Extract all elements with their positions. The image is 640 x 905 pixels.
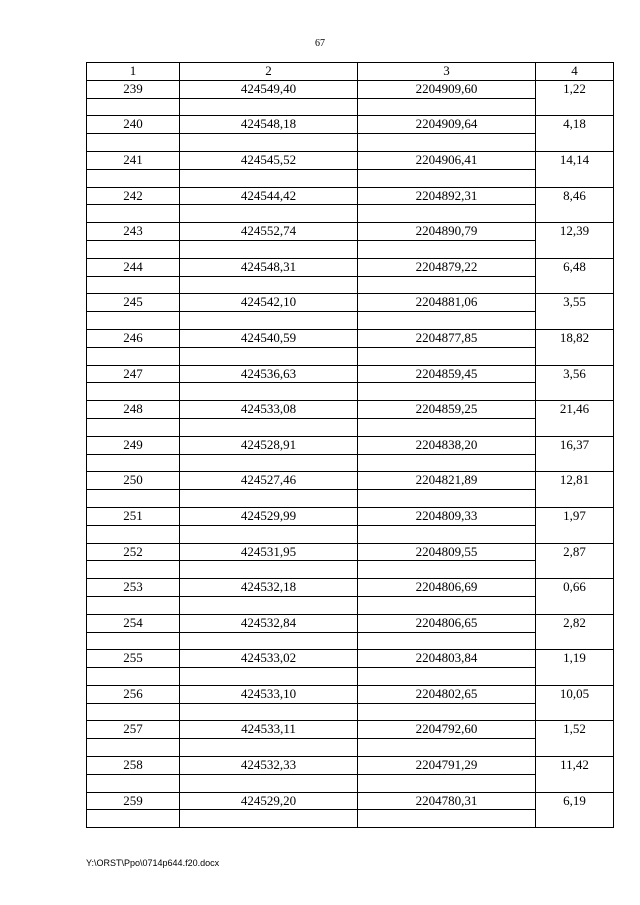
empty-cell bbox=[87, 632, 180, 650]
point-number-cell: 253 bbox=[87, 579, 180, 597]
table-row-spacer bbox=[87, 774, 614, 792]
table-row-spacer bbox=[87, 703, 614, 721]
y-coordinate-cell: 2204809,55 bbox=[358, 543, 536, 561]
empty-cell bbox=[87, 668, 180, 686]
empty-cell bbox=[87, 490, 180, 508]
y-coordinate-cell: 2204792,60 bbox=[358, 721, 536, 739]
point-number-cell: 256 bbox=[87, 685, 180, 703]
empty-cell bbox=[180, 561, 358, 579]
empty-cell bbox=[180, 347, 358, 365]
column-header-point: 1 bbox=[87, 63, 180, 81]
distance-cell: 6,19 bbox=[536, 792, 614, 828]
table-row-spacer bbox=[87, 525, 614, 543]
empty-cell bbox=[358, 596, 536, 614]
empty-cell bbox=[87, 596, 180, 614]
empty-cell bbox=[180, 596, 358, 614]
distance-cell: 2,82 bbox=[536, 614, 614, 650]
table-row-spacer bbox=[87, 668, 614, 686]
empty-cell bbox=[87, 739, 180, 757]
distance-cell: 14,14 bbox=[536, 151, 614, 187]
distance-cell: 21,46 bbox=[536, 401, 614, 437]
table-row bbox=[87, 365, 614, 383]
empty-cell bbox=[180, 525, 358, 543]
table-row bbox=[87, 294, 614, 312]
page-number: 67 bbox=[315, 38, 325, 49]
empty-cell bbox=[180, 169, 358, 187]
point-number-cell: 244 bbox=[87, 258, 180, 276]
table-row-spacer bbox=[87, 739, 614, 757]
column-header-y: 3 bbox=[358, 63, 536, 81]
table-row bbox=[87, 436, 614, 454]
point-number-cell: 248 bbox=[87, 401, 180, 419]
y-coordinate-cell: 2204806,69 bbox=[358, 579, 536, 597]
table-row bbox=[87, 614, 614, 632]
empty-cell bbox=[87, 454, 180, 472]
table-row bbox=[87, 543, 614, 561]
empty-cell bbox=[87, 312, 180, 330]
table-row bbox=[87, 258, 614, 276]
point-number-cell: 259 bbox=[87, 792, 180, 810]
table-row-spacer bbox=[87, 632, 614, 650]
y-coordinate-cell: 2204906,41 bbox=[358, 151, 536, 169]
x-coordinate-cell: 424528,91 bbox=[180, 436, 358, 454]
x-coordinate-cell: 424540,59 bbox=[180, 329, 358, 347]
point-number-cell: 246 bbox=[87, 329, 180, 347]
point-number-cell: 254 bbox=[87, 614, 180, 632]
empty-cell bbox=[87, 810, 180, 828]
distance-cell: 12,81 bbox=[536, 472, 614, 508]
empty-cell bbox=[180, 454, 358, 472]
empty-cell bbox=[180, 810, 358, 828]
table-row-spacer bbox=[87, 490, 614, 508]
empty-cell bbox=[358, 668, 536, 686]
y-coordinate-cell: 2204791,29 bbox=[358, 757, 536, 775]
table-row bbox=[87, 187, 614, 205]
x-coordinate-cell: 424548,31 bbox=[180, 258, 358, 276]
table-row bbox=[87, 329, 614, 347]
table-row-spacer bbox=[87, 205, 614, 223]
empty-cell bbox=[87, 134, 180, 152]
empty-cell bbox=[87, 561, 180, 579]
point-number-cell: 252 bbox=[87, 543, 180, 561]
empty-cell bbox=[180, 668, 358, 686]
table-row-spacer bbox=[87, 312, 614, 330]
x-coordinate-cell: 424529,20 bbox=[180, 792, 358, 810]
x-coordinate-cell: 424533,08 bbox=[180, 401, 358, 419]
empty-cell bbox=[87, 98, 180, 116]
empty-cell bbox=[358, 774, 536, 792]
empty-cell bbox=[87, 169, 180, 187]
distance-cell: 16,37 bbox=[536, 436, 614, 472]
empty-cell bbox=[358, 312, 536, 330]
distance-cell: 1,97 bbox=[536, 507, 614, 543]
empty-cell bbox=[358, 739, 536, 757]
empty-cell bbox=[358, 240, 536, 258]
y-coordinate-cell: 2204803,84 bbox=[358, 650, 536, 668]
distance-cell: 1,22 bbox=[536, 80, 614, 116]
empty-cell bbox=[180, 205, 358, 223]
table-row-spacer bbox=[87, 134, 614, 152]
table-body bbox=[87, 80, 614, 827]
table-header-row bbox=[87, 63, 614, 81]
point-number-cell: 258 bbox=[87, 757, 180, 775]
empty-cell bbox=[180, 632, 358, 650]
y-coordinate-cell: 2204802,65 bbox=[358, 685, 536, 703]
empty-cell bbox=[180, 98, 358, 116]
y-coordinate-cell: 2204892,31 bbox=[358, 187, 536, 205]
empty-cell bbox=[180, 134, 358, 152]
empty-cell bbox=[87, 240, 180, 258]
empty-cell bbox=[87, 703, 180, 721]
empty-cell bbox=[358, 98, 536, 116]
y-coordinate-cell: 2204890,79 bbox=[358, 223, 536, 241]
x-coordinate-cell: 424533,10 bbox=[180, 685, 358, 703]
table-row-spacer bbox=[87, 810, 614, 828]
x-coordinate-cell: 424527,46 bbox=[180, 472, 358, 490]
empty-cell bbox=[180, 276, 358, 294]
empty-cell bbox=[180, 490, 358, 508]
point-number-cell: 241 bbox=[87, 151, 180, 169]
table-row bbox=[87, 401, 614, 419]
empty-cell bbox=[180, 774, 358, 792]
empty-cell bbox=[358, 418, 536, 436]
table-row bbox=[87, 579, 614, 597]
table-row-spacer bbox=[87, 98, 614, 116]
y-coordinate-cell: 2204859,25 bbox=[358, 401, 536, 419]
table-row bbox=[87, 151, 614, 169]
empty-cell bbox=[358, 134, 536, 152]
table-row-spacer bbox=[87, 276, 614, 294]
empty-cell bbox=[180, 383, 358, 401]
empty-cell bbox=[358, 276, 536, 294]
empty-cell bbox=[358, 169, 536, 187]
x-coordinate-cell: 424529,99 bbox=[180, 507, 358, 525]
x-coordinate-cell: 424532,84 bbox=[180, 614, 358, 632]
empty-cell bbox=[358, 205, 536, 223]
y-coordinate-cell: 2204821,89 bbox=[358, 472, 536, 490]
empty-cell bbox=[180, 240, 358, 258]
table-row bbox=[87, 721, 614, 739]
y-coordinate-cell: 2204859,45 bbox=[358, 365, 536, 383]
empty-cell bbox=[87, 205, 180, 223]
y-coordinate-cell: 2204806,65 bbox=[358, 614, 536, 632]
table-row bbox=[87, 685, 614, 703]
point-number-cell: 257 bbox=[87, 721, 180, 739]
distance-cell: 3,55 bbox=[536, 294, 614, 330]
x-coordinate-cell: 424533,11 bbox=[180, 721, 358, 739]
x-coordinate-cell: 424549,40 bbox=[180, 80, 358, 98]
y-coordinate-cell: 2204809,33 bbox=[358, 507, 536, 525]
x-coordinate-cell: 424536,63 bbox=[180, 365, 358, 383]
distance-cell: 4,18 bbox=[536, 116, 614, 152]
empty-cell bbox=[87, 418, 180, 436]
x-coordinate-cell: 424532,18 bbox=[180, 579, 358, 597]
table-row-spacer bbox=[87, 240, 614, 258]
y-coordinate-cell: 2204879,22 bbox=[358, 258, 536, 276]
table-row bbox=[87, 757, 614, 775]
empty-cell bbox=[358, 810, 536, 828]
distance-cell: 12,39 bbox=[536, 223, 614, 259]
empty-cell bbox=[180, 703, 358, 721]
empty-cell bbox=[358, 383, 536, 401]
x-coordinate-cell: 424533,02 bbox=[180, 650, 358, 668]
table-row-spacer bbox=[87, 596, 614, 614]
table-row bbox=[87, 650, 614, 668]
column-header-distance: 4 bbox=[536, 63, 614, 81]
file-path-footer: Y:\ORST\Ppo\0714p644.f20.docx bbox=[86, 858, 220, 868]
distance-cell: 18,82 bbox=[536, 329, 614, 365]
point-number-cell: 249 bbox=[87, 436, 180, 454]
empty-cell bbox=[358, 703, 536, 721]
distance-cell: 1,52 bbox=[536, 721, 614, 757]
x-coordinate-cell: 424531,95 bbox=[180, 543, 358, 561]
point-number-cell: 250 bbox=[87, 472, 180, 490]
y-coordinate-cell: 2204909,64 bbox=[358, 116, 536, 134]
x-coordinate-cell: 424548,18 bbox=[180, 116, 358, 134]
distance-cell: 0,66 bbox=[536, 579, 614, 615]
point-number-cell: 242 bbox=[87, 187, 180, 205]
x-coordinate-cell: 424545,52 bbox=[180, 151, 358, 169]
empty-cell bbox=[87, 383, 180, 401]
table-row bbox=[87, 792, 614, 810]
distance-cell: 1,19 bbox=[536, 650, 614, 686]
empty-cell bbox=[358, 454, 536, 472]
table-row bbox=[87, 80, 614, 98]
point-number-cell: 251 bbox=[87, 507, 180, 525]
point-number-cell: 243 bbox=[87, 223, 180, 241]
x-coordinate-cell: 424532,33 bbox=[180, 757, 358, 775]
empty-cell bbox=[180, 418, 358, 436]
distance-cell: 11,42 bbox=[536, 757, 614, 793]
table-row-spacer bbox=[87, 418, 614, 436]
y-coordinate-cell: 2204877,85 bbox=[358, 329, 536, 347]
empty-cell bbox=[358, 632, 536, 650]
distance-cell: 8,46 bbox=[536, 187, 614, 223]
empty-cell bbox=[87, 347, 180, 365]
point-number-cell: 239 bbox=[87, 80, 180, 98]
empty-cell bbox=[358, 490, 536, 508]
table-row-spacer bbox=[87, 169, 614, 187]
y-coordinate-cell: 2204909,60 bbox=[358, 80, 536, 98]
column-header-x: 2 bbox=[180, 63, 358, 81]
table-row-spacer bbox=[87, 454, 614, 472]
distance-cell: 2,87 bbox=[536, 543, 614, 579]
empty-cell bbox=[180, 312, 358, 330]
empty-cell bbox=[358, 561, 536, 579]
y-coordinate-cell: 2204780,31 bbox=[358, 792, 536, 810]
table-row bbox=[87, 472, 614, 490]
table-row bbox=[87, 223, 614, 241]
x-coordinate-cell: 424542,10 bbox=[180, 294, 358, 312]
table-row bbox=[87, 116, 614, 134]
empty-cell bbox=[87, 774, 180, 792]
x-coordinate-cell: 424544,42 bbox=[180, 187, 358, 205]
table-row-spacer bbox=[87, 561, 614, 579]
empty-cell bbox=[87, 276, 180, 294]
empty-cell bbox=[358, 347, 536, 365]
y-coordinate-cell: 2204881,06 bbox=[358, 294, 536, 312]
empty-cell bbox=[180, 739, 358, 757]
table-row bbox=[87, 507, 614, 525]
coordinates-table bbox=[86, 62, 614, 828]
distance-cell: 6,48 bbox=[536, 258, 614, 294]
point-number-cell: 245 bbox=[87, 294, 180, 312]
distance-cell: 10,05 bbox=[536, 685, 614, 721]
point-number-cell: 247 bbox=[87, 365, 180, 383]
distance-cell: 3,56 bbox=[536, 365, 614, 401]
x-coordinate-cell: 424552,74 bbox=[180, 223, 358, 241]
point-number-cell: 240 bbox=[87, 116, 180, 134]
table-row-spacer bbox=[87, 383, 614, 401]
table-row-spacer bbox=[87, 347, 614, 365]
empty-cell bbox=[87, 525, 180, 543]
point-number-cell: 255 bbox=[87, 650, 180, 668]
y-coordinate-cell: 2204838,20 bbox=[358, 436, 536, 454]
empty-cell bbox=[358, 525, 536, 543]
